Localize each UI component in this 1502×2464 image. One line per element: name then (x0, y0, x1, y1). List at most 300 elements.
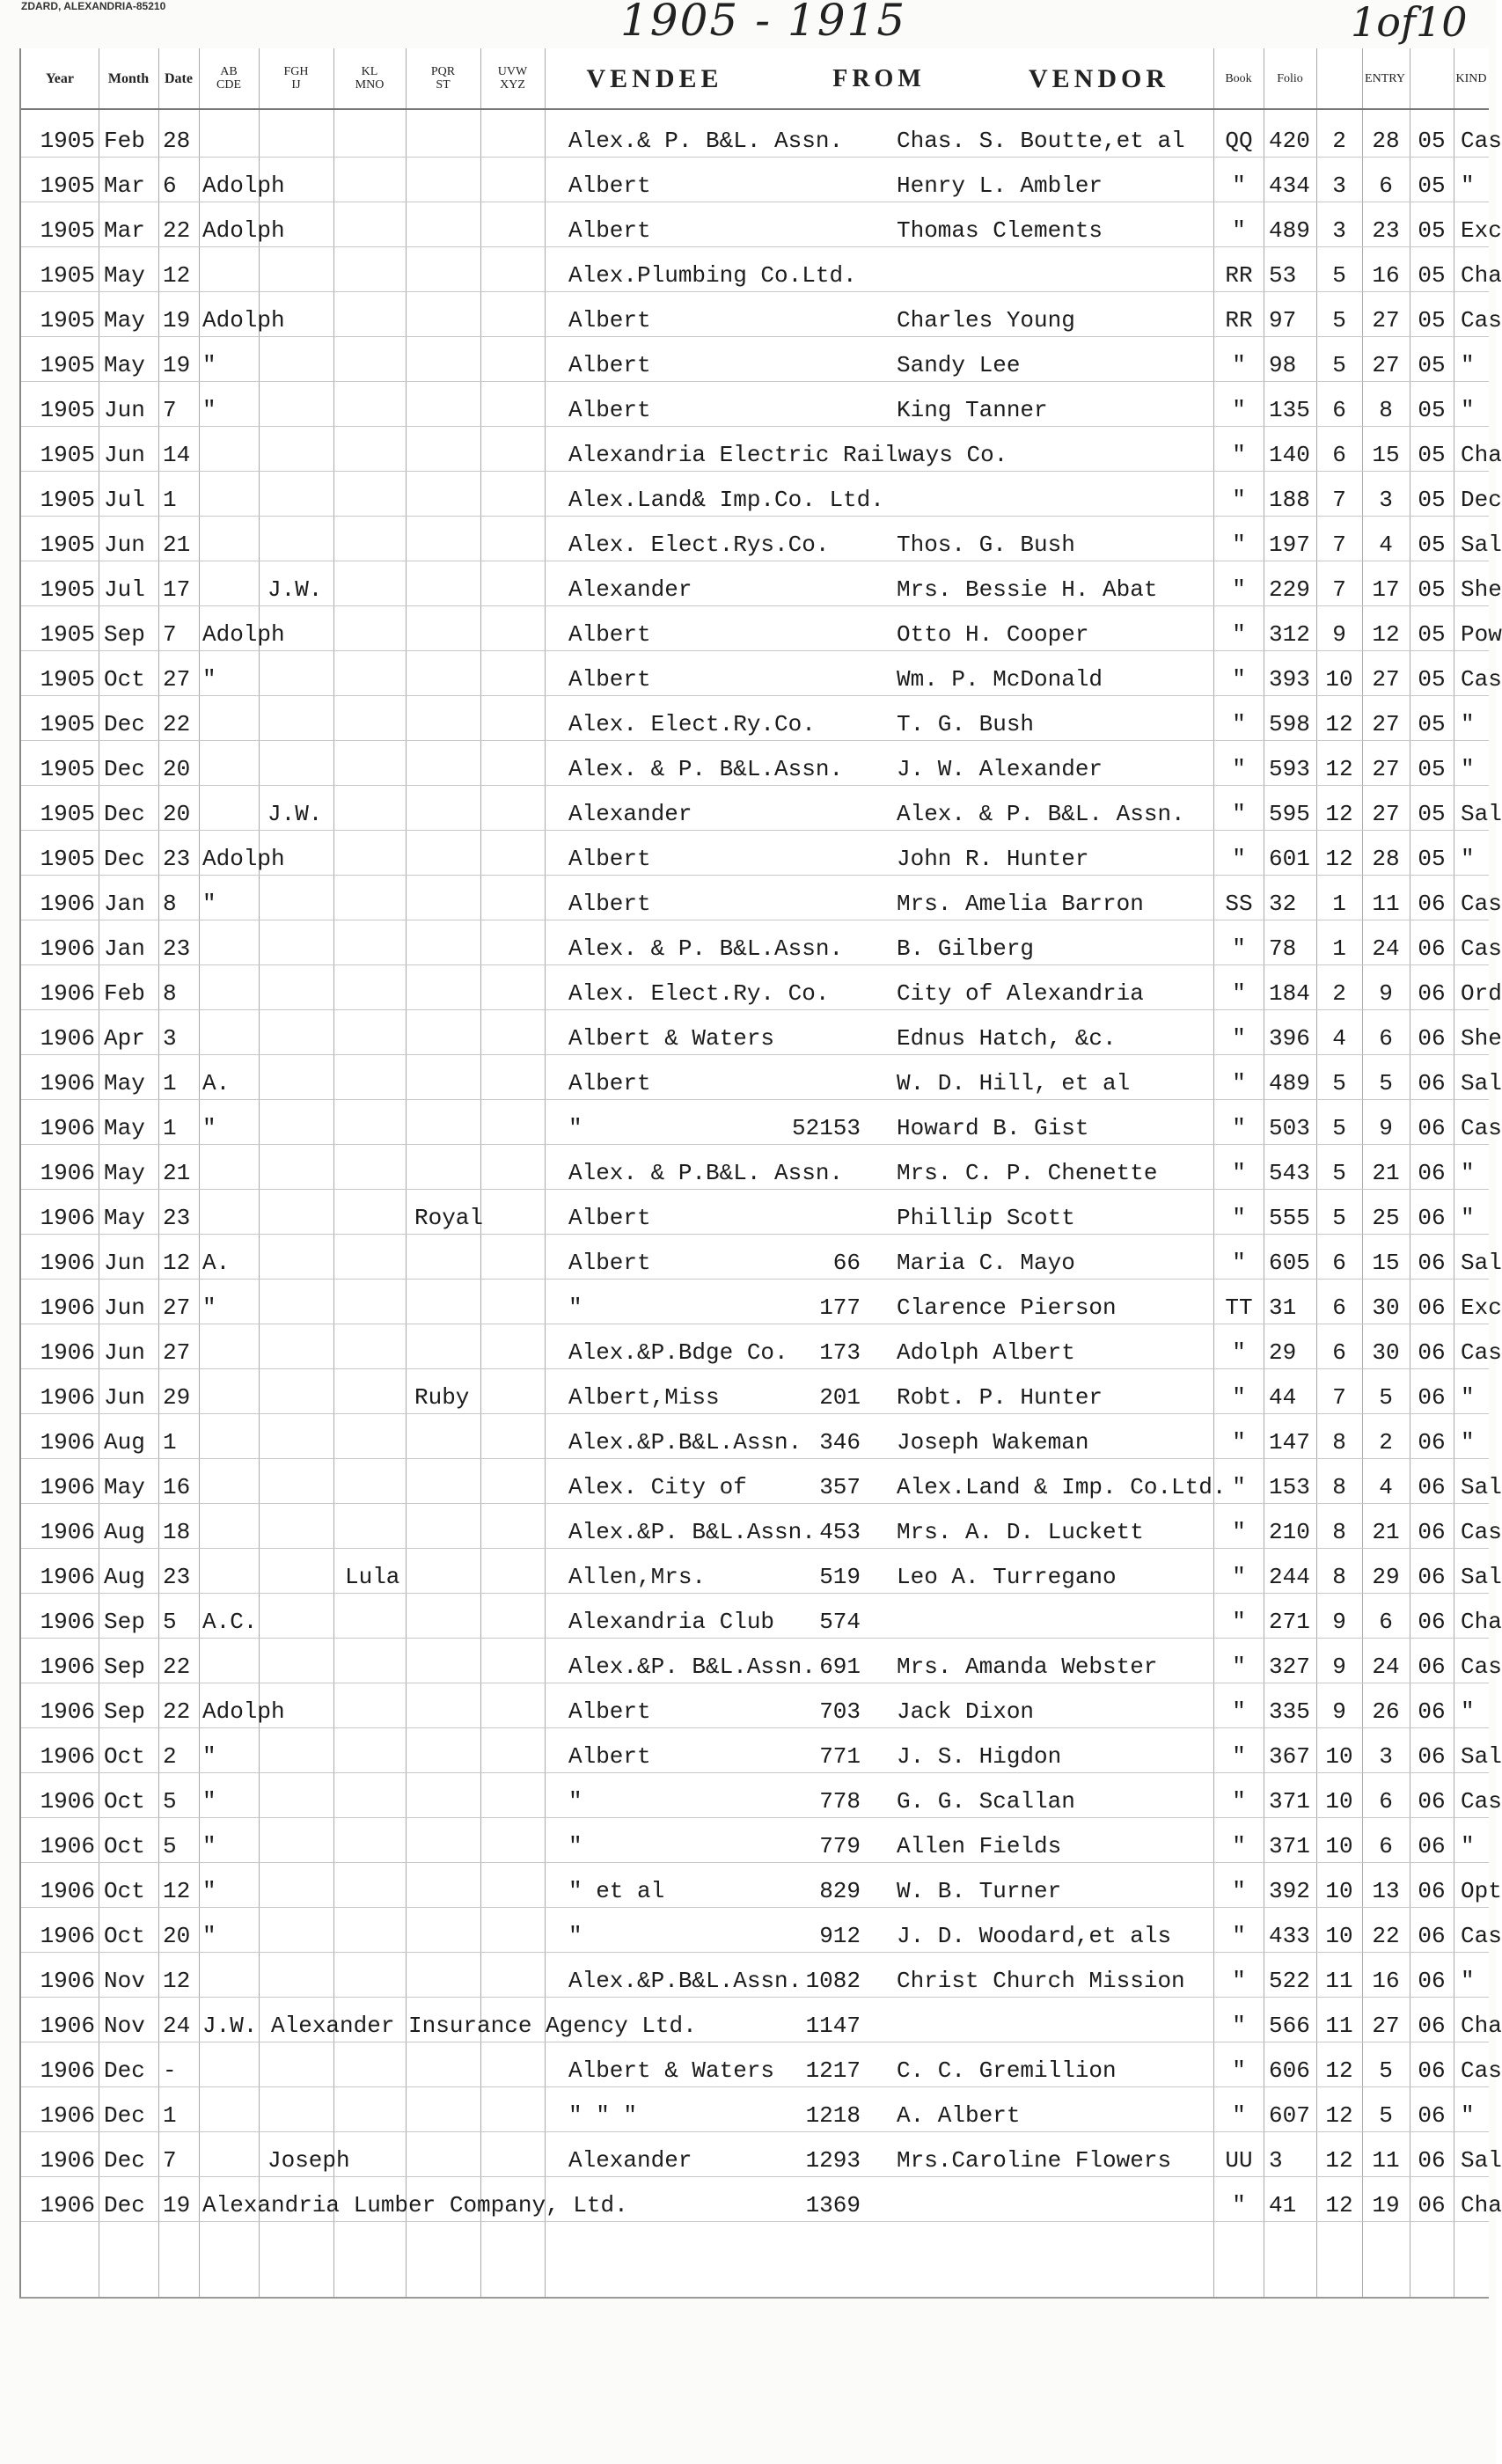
book-cell: " (1232, 217, 1246, 244)
month-cell: Jul (104, 487, 145, 513)
date-cell: 27 (163, 1339, 191, 1366)
date-cell: 5 (163, 1788, 177, 1815)
book-cell: " (1232, 487, 1246, 513)
folio-cell: 41 (1269, 2192, 1297, 2218)
year-cell: 1906 (40, 1788, 95, 1815)
entry-day-cell: 29 (1372, 1564, 1400, 1590)
index-ab-cde-cell: " (202, 1294, 216, 1321)
instrument-number-cell: 357 (819, 1474, 861, 1500)
vendor-cell: Phillip Scott (897, 1205, 1075, 1231)
date-cell: 29 (163, 1384, 191, 1411)
vendee-cell: Alex.Land& Imp.Co. Ltd. (568, 487, 884, 513)
vendee-cell: " (568, 1788, 582, 1815)
month-cell: Nov (104, 2013, 145, 2039)
instrument-number-cell (769, 381, 866, 427)
vendor-cell: J. W. Alexander (897, 756, 1103, 782)
vendor-cell: Henry L. Ambler (897, 172, 1103, 199)
index-fgh-ij-cell: J.W. (267, 801, 323, 827)
month-cell: Dec (104, 2057, 145, 2084)
folio-cell: 601 (1269, 846, 1310, 872)
instrument-number-cell (769, 920, 866, 965)
vendee-cell: Alex.Plumbing Co.Ltd. (568, 262, 857, 289)
date-cell: 1 (163, 487, 177, 513)
entry-day-cell: 28 (1372, 846, 1400, 872)
book-cell: " (1232, 801, 1246, 827)
folio-cell: 595 (1269, 801, 1310, 827)
folio-cell: 3 (1269, 2147, 1283, 2174)
row-rule (21, 1772, 1489, 1773)
month-cell: Oct (104, 1833, 145, 1859)
entry-year-cell: 05 (1418, 262, 1446, 289)
year-cell: 1906 (40, 980, 95, 1007)
vendee-cell: Alexander (568, 576, 692, 603)
instrument-number-cell: 1082 (805, 1968, 861, 1994)
folio-cell: 97 (1269, 307, 1297, 334)
folio-cell: 53 (1269, 262, 1297, 289)
header-year: Year (46, 70, 74, 86)
entry-month-cell: 1 (1332, 935, 1346, 962)
entry-month-cell: 5 (1332, 1115, 1346, 1141)
book-cell: " (1232, 352, 1246, 378)
row-rule (21, 695, 1489, 696)
vendor-cell: J. S. Higdon (897, 1743, 1062, 1770)
vendor-cell: City of Alexandria (897, 980, 1144, 1007)
folio-cell: 605 (1269, 1250, 1310, 1276)
month-cell: Aug (104, 1519, 145, 1545)
index-ab-cde-cell: Adolph (202, 846, 285, 872)
folio-cell: 396 (1269, 1025, 1310, 1052)
date-cell: 20 (163, 801, 191, 827)
year-cell: 1906 (40, 1384, 95, 1411)
date-cell: 19 (163, 352, 191, 378)
folio-cell: 210 (1269, 1519, 1310, 1545)
index-ab-cde-cell: A.C. (202, 1609, 258, 1635)
row-rule (21, 1503, 1489, 1504)
kind-cell: " (1461, 397, 1475, 423)
row-rule (21, 2086, 1489, 2087)
entry-month-cell: 6 (1332, 1294, 1346, 1321)
row-rule (21, 650, 1489, 651)
entry-month-cell: 7 (1332, 487, 1346, 513)
year-cell: 1905 (40, 397, 95, 423)
vendee-cell: Alex. Elect.Rys.Co. (568, 532, 830, 558)
row-rule (21, 1279, 1489, 1280)
entry-month-cell: 12 (1325, 2102, 1353, 2129)
vendee-cell: Albert (568, 1743, 651, 1770)
entry-month-cell: 10 (1325, 666, 1353, 693)
entry-year-cell: 06 (1418, 1294, 1446, 1321)
folio-cell: 29 (1269, 1339, 1297, 1366)
date-cell: 8 (163, 980, 177, 1007)
year-cell: 1905 (40, 262, 95, 289)
entry-day-cell: 27 (1372, 711, 1400, 737)
month-cell: May (104, 1474, 145, 1500)
row-rule (21, 1593, 1489, 1594)
index-fgh-ij-cell: Joseph (267, 2147, 350, 2174)
index-ab-cde-cell: J.W. Alexander Insurance Agency Ltd. (202, 2013, 697, 2039)
folio-cell: 566 (1269, 2013, 1310, 2039)
folio-cell: 598 (1269, 711, 1310, 737)
entry-day-cell: 5 (1379, 2102, 1393, 2129)
index-ab-cde-cell: " (202, 1115, 216, 1141)
entry-month-cell: 10 (1325, 1743, 1353, 1770)
book-cell: " (1232, 1070, 1246, 1096)
entry-day-cell: 21 (1372, 1519, 1400, 1545)
entry-year-cell: 06 (1418, 891, 1446, 917)
instrument-number-cell (769, 740, 866, 786)
index-ab-cde-cell: " (202, 666, 216, 693)
vendor-cell: Wm. P. McDonald (897, 666, 1103, 693)
folio-cell: 184 (1269, 980, 1310, 1007)
vendor-cell: John R. Hunter (897, 846, 1089, 872)
year-cell: 1906 (40, 1115, 95, 1141)
entry-day-cell: 6 (1379, 1833, 1393, 1859)
vendor-cell: Maria C. Mayo (897, 1250, 1075, 1276)
entry-year-cell: 06 (1418, 1339, 1446, 1366)
book-cell: " (1232, 666, 1246, 693)
instrument-number-cell (769, 785, 866, 831)
instrument-number-cell: 173 (819, 1339, 861, 1366)
row-rule (21, 381, 1489, 382)
row-rule (21, 875, 1489, 876)
entry-year-cell: 06 (1418, 1878, 1446, 1904)
folio-cell: 335 (1269, 1698, 1310, 1725)
entry-day-cell: 16 (1372, 262, 1400, 289)
vendor-cell: Mrs. C. P. Chenette (897, 1160, 1158, 1186)
month-cell: Feb (104, 980, 145, 1007)
folio-cell: 555 (1269, 1205, 1310, 1231)
folio-cell: 147 (1269, 1429, 1310, 1456)
entry-day-cell: 27 (1372, 756, 1400, 782)
kind-cell: Sal (1461, 1743, 1502, 1770)
date-cell: 22 (163, 711, 191, 737)
vendee-cell: Allen,Mrs. (568, 1564, 707, 1590)
book-cell: " (1232, 1654, 1246, 1680)
column-rule (199, 48, 200, 2297)
vendor-cell: W. B. Turner (897, 1878, 1062, 1904)
folio-cell: 98 (1269, 352, 1297, 378)
row-rule (21, 1054, 1489, 1055)
folio-cell: 197 (1269, 532, 1310, 558)
entry-year-cell: 06 (1418, 2057, 1446, 2084)
month-cell: Aug (104, 1429, 145, 1456)
date-cell: 27 (163, 1294, 191, 1321)
kind-cell: Cas (1461, 666, 1502, 693)
column-rule (545, 48, 546, 2297)
entry-year-cell: 06 (1418, 1160, 1446, 1186)
index-pqr-st-cell: Royal (414, 1205, 484, 1231)
instrument-number-cell (769, 202, 866, 247)
entry-month-cell: 12 (1325, 756, 1353, 782)
book-cell: " (1232, 1429, 1246, 1456)
index-ab-cde-cell: Adolph (202, 621, 285, 648)
vendor-cell: Howard B. Gist (897, 1115, 1089, 1141)
date-cell: 28 (163, 128, 191, 154)
instrument-number-cell (769, 1189, 866, 1235)
entry-day-cell: 27 (1372, 2013, 1400, 2039)
entry-day-cell: 9 (1379, 1115, 1393, 1141)
year-cell: 1905 (40, 711, 95, 737)
row-rule (21, 605, 1489, 606)
date-cell: 1 (163, 2102, 177, 2129)
kind-cell: " (1461, 1160, 1475, 1186)
instrument-number-cell (769, 875, 866, 920)
entry-day-cell: 6 (1379, 172, 1393, 199)
entry-month-cell: 8 (1332, 1519, 1346, 1545)
vendor-cell: Alex.Land & Imp. Co.Ltd. (897, 1474, 1227, 1500)
entry-year-cell: 05 (1418, 172, 1446, 199)
date-cell: 7 (163, 2147, 177, 2174)
entry-month-cell: 9 (1332, 1609, 1346, 1635)
instrument-number-cell (769, 1144, 866, 1190)
instrument-number-cell (769, 964, 866, 1010)
vendee-cell: Albert,Miss (568, 1384, 720, 1411)
date-cell: 12 (163, 1968, 191, 1994)
row-rule (21, 336, 1489, 337)
vendor-cell: Adolph Albert (897, 1339, 1075, 1366)
row-rule (21, 291, 1489, 292)
vendor-cell: W. D. Hill, et al (897, 1070, 1131, 1096)
month-cell: Sep (104, 621, 145, 648)
entry-month-cell: 6 (1332, 442, 1346, 468)
vendee-cell: " (568, 1115, 582, 1141)
vendor-cell: Chas. S. Boutte,et al (897, 128, 1185, 154)
month-cell: Jan (104, 891, 145, 917)
index-ab-cde-cell: " (202, 1743, 216, 1770)
vendor-cell: Clarence Pierson (897, 1294, 1117, 1321)
instrument-number-cell (769, 1054, 866, 1100)
entry-day-cell: 9 (1379, 980, 1393, 1007)
row-rule (21, 1009, 1489, 1010)
entry-day-cell: 11 (1372, 891, 1400, 917)
column-rule (259, 48, 260, 2297)
book-cell: " (1232, 935, 1246, 962)
year-cell: 1905 (40, 621, 95, 648)
book-cell: " (1232, 1878, 1246, 1904)
entry-day-cell: 24 (1372, 935, 1400, 962)
book-cell: " (1232, 1115, 1246, 1141)
vendee-cell: Alex. City of (568, 1474, 747, 1500)
index-ab-cde-cell: Adolph (202, 307, 285, 334)
kind-cell: " (1461, 352, 1475, 378)
column-rule (406, 48, 407, 2297)
date-cell: 18 (163, 1519, 191, 1545)
column-rule (1213, 48, 1214, 2297)
folio-cell: 393 (1269, 666, 1310, 693)
header-fgh-ij: FGH IJ (283, 65, 309, 92)
month-cell: Apr (104, 1025, 145, 1052)
kind-cell: " (1461, 1833, 1475, 1859)
folio-cell: 312 (1269, 621, 1310, 648)
vendor-cell: Mrs. A. D. Luckett (897, 1519, 1144, 1545)
row-rule (21, 785, 1489, 786)
folio-cell: 420 (1269, 128, 1310, 154)
row-rule (21, 1817, 1489, 1818)
entry-month-cell: 4 (1332, 1025, 1346, 1052)
instrument-number-cell (769, 830, 866, 876)
vendee-cell: Alexander (568, 801, 692, 827)
entry-day-cell: 2 (1379, 1429, 1393, 1456)
row-rule (21, 1413, 1489, 1414)
month-cell: Mar (104, 217, 145, 244)
month-cell: Dec (104, 2147, 145, 2174)
date-cell: 16 (163, 1474, 191, 1500)
entry-month-cell: 11 (1325, 1968, 1353, 1994)
instrument-number-cell: 829 (819, 1878, 861, 1904)
instrument-number-cell (769, 336, 866, 382)
month-cell: Sep (104, 1654, 145, 1680)
entry-month-cell: 12 (1325, 711, 1353, 737)
entry-year-cell: 05 (1418, 711, 1446, 737)
folio-cell: 522 (1269, 1968, 1310, 1994)
vendee-cell: Albert (568, 1205, 651, 1231)
book-cell: " (1232, 1384, 1246, 1411)
entry-month-cell: 7 (1332, 576, 1346, 603)
month-cell: Nov (104, 1968, 145, 1994)
header-vendee: VENDEE (586, 63, 723, 93)
month-cell: Jun (104, 1339, 145, 1366)
row-rule (21, 1189, 1489, 1190)
entry-day-cell: 19 (1372, 2192, 1400, 2218)
row-rule (21, 1458, 1489, 1459)
book-cell: " (1232, 1339, 1246, 1366)
row-rule (21, 1907, 1489, 1908)
kind-cell: Cas (1461, 1519, 1502, 1545)
book-cell: " (1232, 1788, 1246, 1815)
folio-cell: 153 (1269, 1474, 1310, 1500)
year-cell: 1906 (40, 1294, 95, 1321)
entry-month-cell: 10 (1325, 1833, 1353, 1859)
header-vendor: VENDOR (1028, 63, 1169, 93)
date-cell: 24 (163, 2013, 191, 2039)
kind-cell: She (1461, 1025, 1502, 1052)
row-rule (21, 2221, 1489, 2222)
vendor-cell: Leo A. Turregano (897, 1564, 1117, 1590)
entry-month-cell: 9 (1332, 1698, 1346, 1725)
entry-year-cell: 06 (1418, 2013, 1446, 2039)
folio-cell: 606 (1269, 2057, 1310, 2084)
entry-month-cell: 9 (1332, 1654, 1346, 1680)
vendor-cell: Mrs.Caroline Flowers (897, 2147, 1172, 2174)
book-cell: " (1232, 532, 1246, 558)
kind-cell: Ord (1461, 980, 1502, 1007)
vendee-cell: Alex. & P. B&L.Assn. (568, 935, 844, 962)
instrument-number-cell (769, 561, 866, 606)
vendor-cell: Otto H. Cooper (897, 621, 1089, 648)
row-rule (21, 1368, 1489, 1369)
kind-cell: " (1461, 1698, 1475, 1725)
book-cell: " (1232, 1160, 1246, 1186)
entry-month-cell: 1 (1332, 891, 1346, 917)
instrument-number-cell: 453 (819, 1519, 861, 1545)
entry-year-cell: 05 (1418, 217, 1446, 244)
folio-cell: 607 (1269, 2102, 1310, 2129)
column-rule (333, 48, 334, 2297)
entry-day-cell: 13 (1372, 1878, 1400, 1904)
year-cell: 1906 (40, 1025, 95, 1052)
row-rule (21, 471, 1489, 472)
date-cell: 1 (163, 1115, 177, 1141)
month-cell: Mar (104, 172, 145, 199)
entry-month-cell: 5 (1332, 262, 1346, 289)
entry-day-cell: 26 (1372, 1698, 1400, 1725)
book-cell: " (1232, 172, 1246, 199)
book-cell: " (1232, 1474, 1246, 1500)
entry-day-cell: 16 (1372, 1968, 1400, 1994)
vendor-cell: Allen Fields (897, 1833, 1062, 1859)
instrument-number-cell (769, 157, 866, 202)
kind-cell: Pow (1461, 621, 1502, 648)
date-cell: 6 (163, 172, 177, 199)
folio-cell: 135 (1269, 397, 1310, 423)
vendor-cell: B. Gilberg (897, 935, 1035, 962)
book-cell: UU (1225, 2147, 1253, 2174)
month-cell: May (104, 1070, 145, 1096)
entry-month-cell: 6 (1332, 397, 1346, 423)
book-cell: " (1232, 1564, 1246, 1590)
date-cell: 23 (163, 1564, 191, 1590)
instrument-number-cell: 346 (819, 1429, 861, 1456)
book-cell: SS (1225, 891, 1253, 917)
month-cell: Oct (104, 1743, 145, 1770)
year-cell: 1906 (40, 2102, 95, 2129)
entry-day-cell: 4 (1379, 532, 1393, 558)
folio-cell: 489 (1269, 217, 1310, 244)
book-cell: RR (1225, 262, 1253, 289)
year-cell: 1906 (40, 2013, 95, 2039)
kind-cell: Exc (1461, 1294, 1502, 1321)
header-kl-mno: KL MNO (355, 65, 385, 92)
book-cell: RR (1225, 307, 1253, 334)
year-cell: 1905 (40, 172, 95, 199)
entry-year-cell: 06 (1418, 2147, 1446, 2174)
entry-month-cell: 12 (1325, 2147, 1353, 2174)
instrument-number-cell: 1293 (805, 2147, 861, 2174)
row-rule (21, 1099, 1489, 1100)
index-ab-cde-cell: " (202, 1923, 216, 1949)
date-cell: 12 (163, 1250, 191, 1276)
vendee-cell: Albert (568, 307, 651, 334)
instrument-number-cell (769, 471, 866, 517)
entry-day-cell: 5 (1379, 1384, 1393, 1411)
date-cell: 22 (163, 217, 191, 244)
instrument-number-cell (769, 426, 866, 472)
printer-mark: ZDARD, ALEXANDRIA-85210 (21, 0, 166, 12)
instrument-number-cell: 66 (832, 1250, 861, 1276)
date-cell: 7 (163, 621, 177, 648)
kind-cell: Cas (1461, 128, 1502, 154)
vendee-cell: Albert (568, 621, 651, 648)
month-cell: Dec (104, 711, 145, 737)
entry-day-cell: 22 (1372, 1923, 1400, 1949)
vendor-cell: C. C. Gremillion (897, 2057, 1117, 2084)
entry-year-cell: 06 (1418, 1833, 1446, 1859)
entry-month-cell: 10 (1325, 1788, 1353, 1815)
instrument-number-cell: 52153 (791, 1115, 861, 1141)
vendor-cell: Sandy Lee (897, 352, 1021, 378)
entry-day-cell: 6 (1379, 1025, 1393, 1052)
year-cell: 1906 (40, 1698, 95, 1725)
entry-day-cell: 21 (1372, 1160, 1400, 1186)
entry-year-cell: 06 (1418, 1025, 1446, 1052)
entry-day-cell: 27 (1372, 801, 1400, 827)
row-rule (21, 964, 1489, 965)
kind-cell: " (1461, 1968, 1475, 1994)
date-cell: 21 (163, 532, 191, 558)
date-cell: 1 (163, 1429, 177, 1456)
vendee-cell: Albert (568, 1250, 651, 1276)
vendor-cell: Ednus Hatch, &c. (897, 1025, 1117, 1052)
